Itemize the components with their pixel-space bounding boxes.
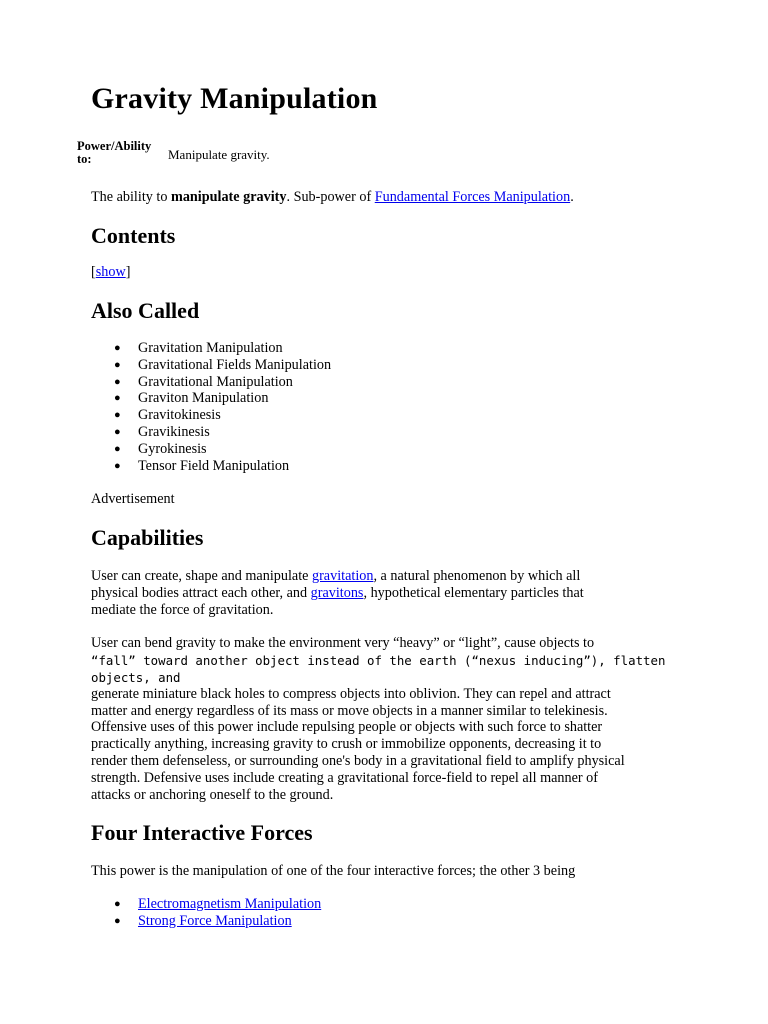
capabilities-paragraph-1: [91, 568, 691, 619]
bullet-icon: ●: [114, 375, 121, 388]
gravitons-link[interactable]: gravitons: [310, 585, 364, 601]
list-item: [91, 458, 331, 475]
fundamental-forces-link[interactable]: Fundamental Forces Manipulation: [374, 189, 571, 205]
advertisement-label: Advertisement: [91, 491, 175, 507]
list-item-label: Graviton Manipulation: [138, 390, 269, 407]
infobox-value: Manipulate gravity.: [168, 147, 270, 162]
text-line: attacks or anchoring oneself to the ground.: [91, 787, 334, 803]
strong-force-link[interactable]: Strong Force Manipulation: [138, 912, 292, 929]
text-line: generate miniature black holes to compress objects into oblivion. They can repel and attract: [91, 686, 611, 702]
list-item-label: Gravitational Manipulation: [138, 373, 293, 390]
page-title: Gravity Manipulation: [91, 82, 378, 115]
four-forces-heading: Four Interactive Forces: [91, 820, 313, 845]
list-item-label: Gravitation Manipulation: [138, 340, 283, 356]
bullet-icon: ●: [114, 392, 121, 405]
infobox-label: Power/Ability to:: [77, 139, 152, 166]
capabilities-heading: Capabilities: [91, 525, 204, 550]
capabilities-paragraph-3: [91, 719, 691, 804]
intro-bold: manipulate gravity: [171, 189, 287, 205]
list-item: [91, 896, 321, 913]
four-forces-list: [91, 896, 321, 930]
list-item: [91, 407, 331, 424]
bracket: [: [91, 264, 96, 280]
bullet-icon: ●: [114, 425, 121, 438]
text-line: Offensive uses of this power include repulsing people or objects with such force to shatter: [91, 719, 603, 735]
bullet-icon: ●: [114, 898, 121, 910]
text-line: matter and energy regardless of its mass or move objects in a manner similar to telekinesis.: [91, 703, 608, 719]
four-forces-paragraph: This power is the manipulation of one of the four interactive forces; the other 3 being: [91, 863, 576, 879]
bullet-icon: ●: [114, 409, 121, 422]
bullet-icon: ●: [114, 914, 121, 927]
list-item-label: Gyrokinesis: [138, 440, 207, 457]
list-item-label: Tensor Field Manipulation: [138, 457, 290, 474]
intro-text: .: [570, 189, 574, 205]
text-span: physical bodies attract each other, and: [91, 585, 311, 601]
bullet-icon: ●: [114, 358, 121, 371]
capabilities-paragraph-2: [91, 635, 691, 720]
text-line: User can bend gravity to make the environment very “heavy” or “light”, cause objects to: [91, 635, 595, 651]
also-called-heading: Also Called: [91, 298, 200, 323]
list-item: [91, 913, 321, 930]
intro-text: . Sub-power of: [286, 189, 375, 205]
list-item: [91, 374, 331, 391]
intro-paragraph: [91, 189, 691, 206]
text-line: “fall” toward another object instead of the earth (“nexus inducing”), flatten objects, and: [91, 653, 666, 685]
list-item: [91, 340, 331, 357]
also-called-list: [91, 340, 331, 474]
text-line: render them defenseless, or surrounding one's body in a gravitational field to amplify physical: [91, 753, 625, 769]
text-line: [91, 585, 691, 602]
text-line: [91, 568, 691, 585]
intro-text: The ability to: [91, 189, 171, 205]
show-contents-link[interactable]: show: [95, 264, 126, 280]
text-span: , hypothetical elementary particles that: [363, 585, 584, 601]
list-item: [91, 357, 331, 374]
electromagnetism-link[interactable]: Electromagnetism Manipulation: [138, 896, 322, 912]
list-item-label: Gravikinesis: [138, 423, 210, 440]
list-item: [91, 441, 331, 458]
bullet-icon: ●: [114, 342, 121, 354]
list-item-label: Gravitokinesis: [138, 407, 221, 424]
bullet-icon: ●: [114, 459, 121, 472]
text-span: , a natural phenomenon by which all: [373, 568, 581, 584]
text-line: strength. Defensive uses include creating a gravitational force-field to repel all manner of: [91, 770, 598, 786]
text-line: mediate the force of gravitation.: [91, 602, 274, 618]
bullet-icon: ●: [114, 442, 121, 455]
list-item: [91, 390, 331, 407]
list-item: [91, 424, 331, 441]
text-line: practically anything, increasing gravity to crush or immobilize opponents, decreasing it to: [91, 736, 602, 752]
list-item-label: Gravitational Fields Manipulation: [138, 356, 332, 373]
gravitation-link[interactable]: gravitation: [311, 568, 374, 584]
bracket: ]: [125, 264, 131, 280]
contents-toggle-line: [91, 264, 691, 281]
contents-heading: Contents: [91, 223, 176, 248]
text-span: User can create, shape and manipulate: [91, 568, 312, 584]
